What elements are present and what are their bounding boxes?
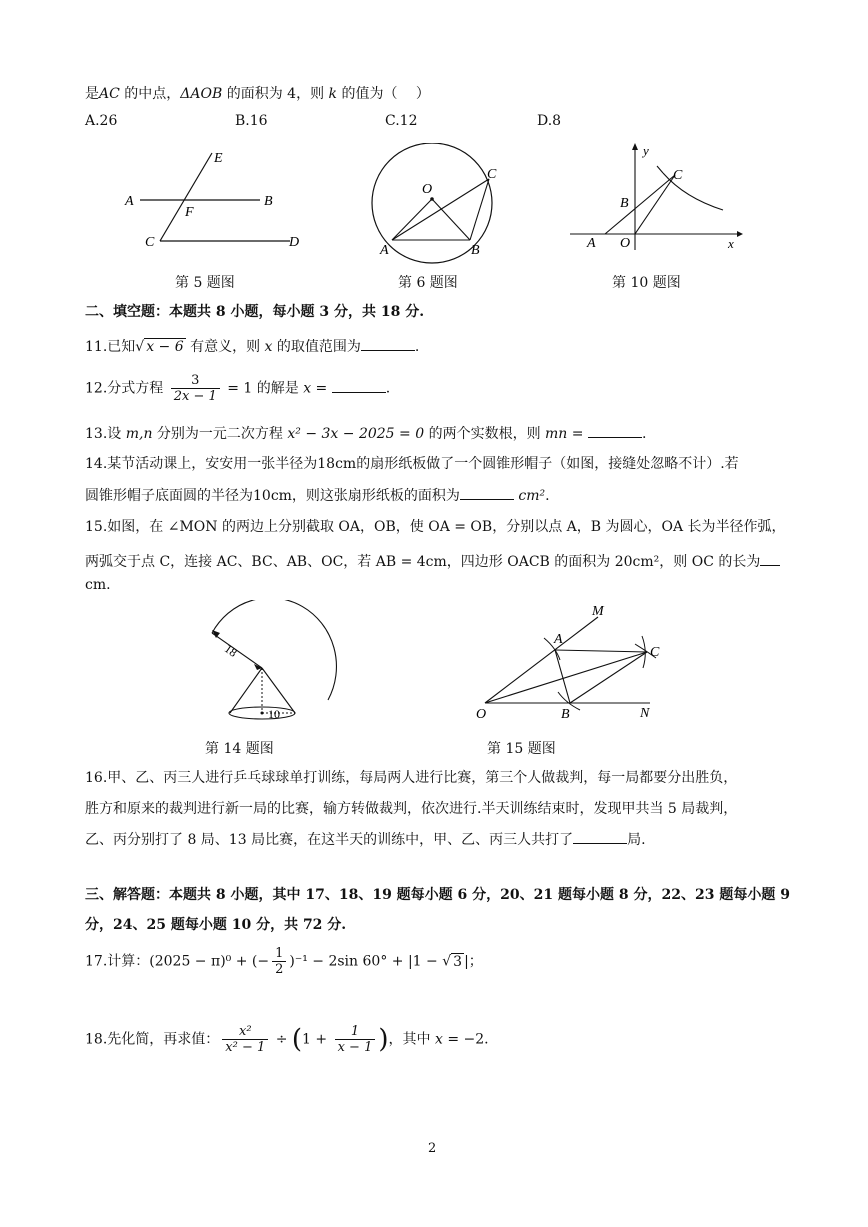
label-c: C [145, 235, 155, 250]
ray-om [485, 617, 598, 703]
q13-vars: m,n [125, 426, 153, 442]
q18-value: = −2 [442, 1031, 485, 1048]
q16-line1: 16.甲、乙、丙三人进行乒乓球球单打训练，每局两人进行比赛，第三个人做裁判，每一局都要分出胜负， [85, 770, 738, 786]
line-oc [635, 175, 675, 234]
q12-eq2: = [311, 380, 332, 397]
q10-text: 是 [85, 86, 99, 102]
label-x: x [728, 236, 734, 251]
line-ce [160, 153, 212, 241]
label-b: B [561, 707, 570, 722]
figure-14 [200, 600, 340, 730]
seg-ob [432, 199, 470, 240]
hyperbola-tail [657, 166, 663, 173]
q15-answer-blank[interactable] [760, 551, 780, 566]
q12-numerator: 3 [171, 373, 220, 389]
label-slant: 18 [221, 641, 240, 660]
label-b: B [264, 194, 273, 209]
q18-rparen: ) [378, 1024, 389, 1055]
line-ac [605, 175, 675, 234]
figure-6 [360, 143, 510, 268]
seg-ac [555, 650, 647, 652]
q18-var: x [434, 1031, 443, 1048]
q18-one: 1 + [302, 1031, 332, 1048]
q12-denominator: 2x − 1 [173, 389, 217, 404]
q18-den1: x² − 1 [225, 1040, 266, 1055]
label-a: A [587, 236, 596, 251]
figure-15 [470, 600, 670, 725]
q11-mid: 有意义，则 [185, 339, 265, 355]
q18-lparen: ( [291, 1024, 303, 1055]
caption-fig5: 第 5 题图 [175, 275, 235, 291]
label-radius: 10 [268, 707, 280, 721]
label-c: C [673, 168, 683, 183]
caption-fig10: 第 10 题图 [612, 275, 681, 291]
figure-5 [115, 145, 315, 255]
option-a: A.26 [85, 113, 118, 129]
label-c: C [487, 167, 497, 182]
q10-k: k [328, 86, 338, 102]
label-o: O [476, 707, 487, 722]
caption-fig15: 第 15 题图 [487, 741, 556, 757]
seg-oc [485, 652, 647, 703]
label-o: O [620, 236, 631, 251]
q18-end: . [484, 1031, 489, 1048]
q10-text: 的值为（ ） [337, 86, 430, 102]
q18-line [85, 1024, 489, 1055]
q18-pre: 18.先化简，再求值： [85, 1031, 220, 1048]
q17-denominator: 2 [275, 962, 284, 977]
q14-end: . [545, 488, 550, 504]
q13-mn: mn [545, 426, 568, 442]
q15-line3: cm. [85, 577, 111, 593]
q16-answer-blank[interactable] [573, 829, 627, 844]
q17-pre: 17.计算： [85, 953, 150, 970]
q18-divide: ÷ [271, 1031, 292, 1048]
label-a: A [554, 632, 563, 647]
section2-heading: 二、填空题：本题共 8 小题，每小题 3 分，共 18 分. [85, 304, 425, 320]
q11-pre: 11.已知 [85, 339, 136, 355]
label-e: E [214, 151, 223, 166]
q11-post: 的取值范围为 [272, 339, 361, 355]
q13-equation: x² − 3x − 2025 = 0 [287, 426, 425, 442]
label-f: F [185, 205, 194, 220]
q18-num2: 1 [335, 1024, 376, 1040]
q14-answer-blank[interactable] [460, 485, 514, 500]
q13-eq2: = [567, 426, 588, 442]
q13-mid: 分别为一元二次方程 [152, 426, 288, 442]
q11-answer-blank[interactable] [361, 336, 415, 351]
q17-term2: )⁻¹ − 2sin 60° + |1 − [289, 953, 443, 970]
q12-fraction [171, 373, 220, 404]
label-m: M [592, 604, 604, 619]
q12-var: x [303, 380, 312, 397]
q18-num1: x² [222, 1024, 268, 1040]
section3-line2: 分，24、25 题每小题 10 分，共 72 分. [85, 917, 347, 933]
q13-end: . [641, 426, 647, 442]
seg-ac [392, 179, 489, 240]
q17-numerator: 1 [272, 946, 286, 962]
q17-term3: |； [464, 953, 483, 970]
q16-end: 局. [627, 832, 646, 848]
q17-line: 17.计算：(2025 − π)⁰ + (− $\frac{1}{2}$ )⁻¹ − 2sin 60° + |1 − √ 3 |； [85, 946, 483, 977]
q13-line [85, 423, 646, 443]
caption-fig14: 第 14 题图 [205, 741, 274, 757]
q14-text: 圆锥形帽子底面圆的半径为10cm，则这张扇形纸板的面积为 [85, 488, 460, 504]
cone-left [230, 668, 262, 713]
seg-bc [470, 179, 489, 240]
label-c: C [650, 645, 660, 660]
q17-radicand: 3 [453, 953, 463, 970]
label-o: O [422, 182, 433, 197]
q10-triangle: ΔAOB [180, 86, 223, 102]
q12-line [85, 373, 390, 404]
q18-fraction1 [222, 1024, 268, 1055]
q16-line3 [85, 829, 646, 849]
caption-fig6: 第 6 题图 [398, 275, 458, 291]
q14-line1: 14.某节活动课上，安安用一张半径为18cm的扇形纸板做了一个圆锥形帽子（如图，接缝处忽略不计）.若 [85, 456, 739, 472]
q13-mid2: 的两个实数根，则 [424, 426, 546, 442]
q12-end: . [385, 380, 391, 397]
q15-text: 两弧交于点 C，连接 AC、BC、AB、OC，若 AB = 4cm，四边形 OACB 的面积为 20cm²，则 OC 的长为 [85, 554, 761, 570]
q15-line2 [85, 551, 780, 571]
q16-line2: 胜方和原来的裁判进行新一局的比赛，输方转做裁判，依次进行.半天训练结束时，发现甲共当 5 局裁判， [85, 801, 738, 817]
base-center [261, 712, 264, 715]
label-b: B [471, 243, 480, 258]
label-n: N [640, 706, 650, 721]
q13-answer-blank[interactable] [588, 423, 642, 438]
q10-ac: AC [99, 86, 120, 102]
q16-text: 乙、丙分别打了 8 局、13 局比赛，在这半天的训练中，甲、乙、丙三人共打了 [85, 832, 574, 848]
page-number: 2 [428, 1141, 437, 1156]
label-d: D [289, 235, 300, 250]
y-arrow [632, 143, 638, 150]
seg-bc [570, 652, 647, 703]
option-b: B.16 [235, 113, 268, 129]
q14-unit: cm² [518, 488, 546, 504]
q12-eq: = 1 的解是 [222, 380, 304, 397]
center-dot [430, 197, 434, 201]
label-a: A [380, 243, 389, 258]
option-c: C.12 [385, 113, 418, 129]
q18-post: ，其中 [388, 1031, 435, 1048]
q11-end: . [414, 339, 420, 355]
q18-fraction2 [335, 1024, 376, 1055]
option-d: D.8 [537, 113, 562, 129]
q10-tail-line [85, 83, 430, 103]
q12-pre: 12.分式方程 [85, 380, 168, 397]
label-y: y [643, 143, 649, 158]
q13-pre: 13.设 [85, 426, 126, 442]
section3-line1: 三、解答题：本题共 8 小题，其中 17、18、19 题每小题 6 分，20、21 题每小题 8 分，22、23 题每小题 9 [85, 887, 790, 903]
q18-den2: x − 1 [337, 1040, 373, 1055]
q10-text: 的面积为 4，则 [222, 86, 329, 102]
label-a: A [125, 194, 134, 209]
q11-line: 11.已知√ x − 6 有意义，则 x 的取值范围为 . [85, 336, 419, 356]
q11-var: x [264, 339, 273, 355]
seg-oa [392, 199, 432, 240]
q10-text: 的中点， [119, 86, 181, 102]
q12-answer-blank[interactable] [332, 378, 386, 393]
label-b: B [620, 196, 629, 211]
q11-radicand: x − 6 [146, 339, 184, 355]
q15-line1: 15.如图，在 ∠MON 的两边上分别截取 OA，OB，使 OA = OB，分别以点 A，B 为圆心，OA 长为半径作弧， [85, 519, 786, 535]
q17-term1: (2025 − π)⁰ + (− [149, 953, 270, 970]
q17-fraction [272, 946, 286, 977]
figure-10 [565, 140, 745, 255]
x-arrow [737, 231, 743, 237]
q14-line2 [85, 485, 550, 505]
